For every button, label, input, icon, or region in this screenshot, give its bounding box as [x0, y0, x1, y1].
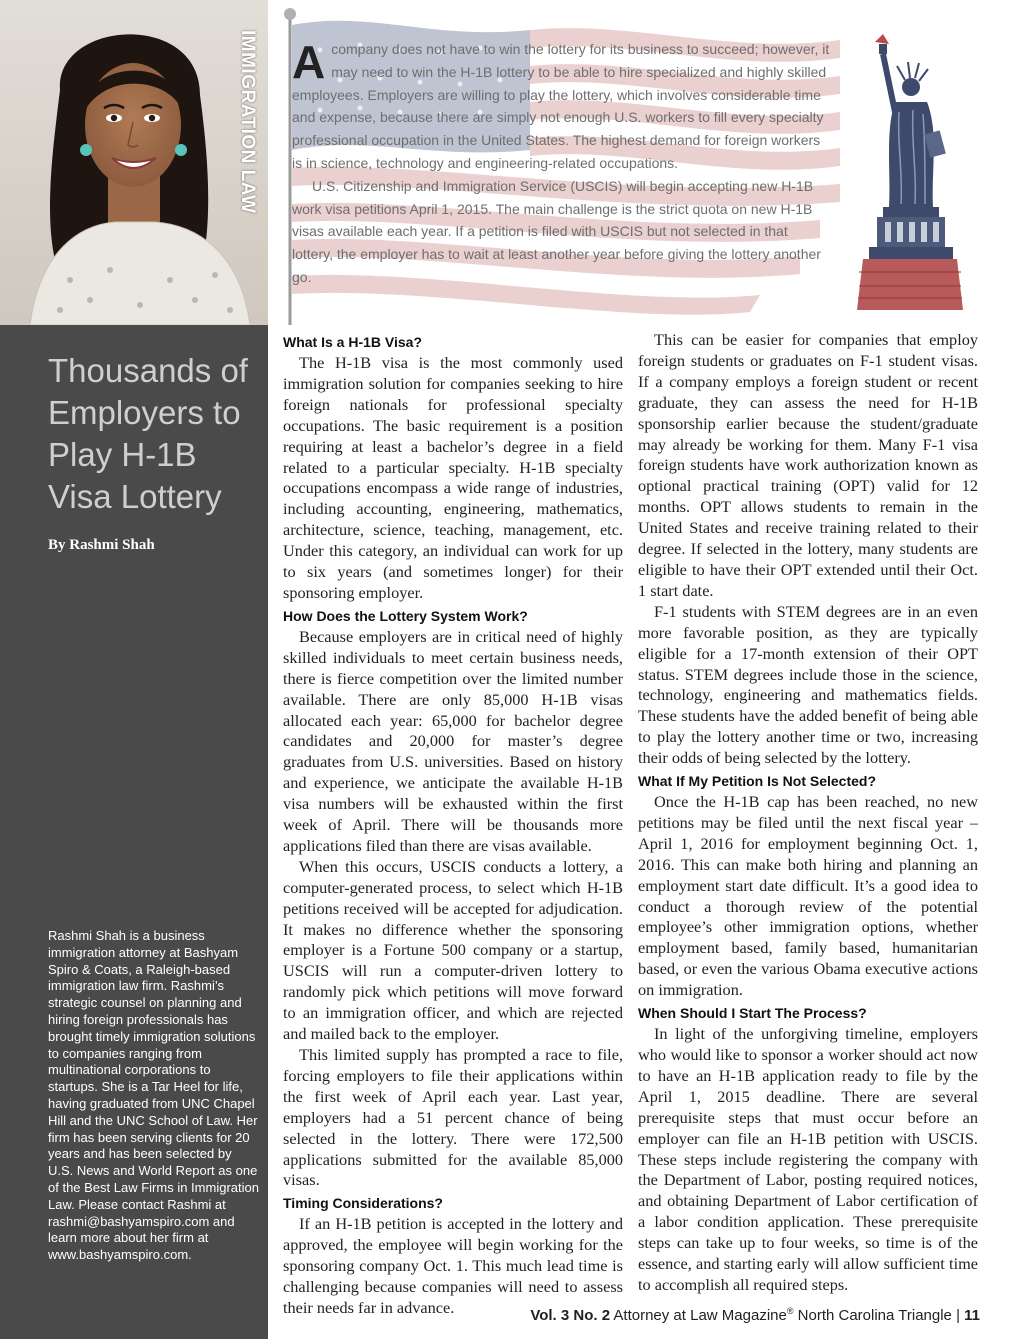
heading-lottery-system: How Does the Lottery System Work?: [283, 607, 528, 624]
article-column-2: [638, 330, 978, 1296]
paragraph: F-1 students with STEM degrees are in an even more favorable position, as they are typically eligible for a 17-month extension of their OPT status. STEM degrees include those in the science, technology, engineering and mathematics fields. These students have the added benefit of being able to play the lottery another time or two, increasing their odds of being selected by the lottery.: [638, 601, 978, 768]
heading-not-selected: What If My Petition Is Not Selected?: [638, 773, 877, 790]
byline: By Rashmi Shah: [48, 537, 155, 553]
statue-of-liberty-illustration: [855, 32, 965, 312]
intro-text: [292, 38, 832, 289]
paragraph: This can be easier for companies that employ foreign students or graduates on F-1 student visas. If a company employs a foreign student or recent graduate, they can assess the need for H-1B sponsorship earlier because the student/graduate may already be working for them. Many F-1 visa foreign students have work authorization known as optional practical training (OPT) valid for 12 months. OPT allows students to remain in the United States and receive training related to their degree. If selected in the lottery, many students are eligible to have their OPT extended until their Oct. 1 start date.: [638, 330, 978, 600]
paragraph: If an H-1B petition is accepted in the lottery and approved, the employee will begin working for the sponsoring company Oct. 1. This much lead time is challenging because companies will need to assess their needs far in advance.: [283, 1214, 623, 1317]
paragraph: This limited supply has prompted a race to file, forcing employers to file their applications within the first week of April each year. Last year, employers had a 51 percent chance of being selected in the lottery. There were 172,500 applications submitted for the available 85,000 visas.: [283, 1045, 623, 1190]
footer-magazine: Attorney at Law Magazine: [613, 1307, 787, 1324]
intro-section: [280, 0, 1024, 325]
page-footer: [530, 1306, 980, 1324]
section-label: [228, 30, 258, 250]
footer-volume: Vol. 3 No. 2: [530, 1307, 611, 1324]
intro-paragraph-2: U.S. Citizenship and Immigration Service (USCIS) will begin accepting new H-1B work visa petitions April 1, 2015. The main challenge is the strict quota on new H-1B visas available each year. If a petition is filed with USCIS but not selected in that lottery, the employer has to wait at least another year before giving the lottery another go.: [292, 177, 821, 285]
paragraph: Once the H-1B cap has been reached, no new petitions may be filed until the next fiscal year – April 1, 2016 for employment beginning Oct. 1, 2016. This can make both hiring and planning an employment start date difficult. It’s a good idea to conduct a thorough review of the potential employee’s other immigration options, whether employment based, family based, humanitarian based, or even the various Obama executive actions on immigration.: [638, 792, 978, 1000]
paragraph: When this occurs, USCIS conducts a lottery, a computer-generated process, to select which H-1B petitions received will be accepted for adjudication. It makes no difference whether the sponsoring employer is a Fortune 500 company or a startup, USCIS will run a computer-driven lottery to randomly pick which petitions will move forward to an immigration officer, and which are rejected and mailed back to the employer.: [283, 856, 623, 1044]
heading-start-process: When Should I Start The Process?: [638, 1005, 867, 1022]
drop-cap: A: [292, 36, 326, 88]
paragraph: In light of the unforgiving timeline, employers who would like to sponsor a worker should act now to have an H-1B application ready to file by the April 1, 2015 deadline. There are several prerequisite steps that must occur before an employer can file an H-1B petition with USCIS. These steps include registering the company with the Department of Labor, posting required notices, and obtaining Department of Labor certification of a labor condition application. These prerequisite steps can take up to four weeks, so time is of the essence, and starting early will allow sufficient time to accomplish all required steps.: [638, 1024, 978, 1294]
section-label-text: IMMIGRATION LAW: [237, 30, 258, 214]
article-column-1: [283, 330, 623, 1319]
page-number: 11: [964, 1307, 980, 1324]
sidebar: [0, 0, 268, 1339]
article-title: Thousands of Employers to Play H-1B Visa Lottery: [48, 352, 248, 515]
author-bio: Rashmi Shah is a business immigration attorney at Bashyam Spiro & Coats, a Raleigh-based immigration law firm. Rashmi’s strategic counsel on planning and hiring foreign professionals has brought timely immigration solutions to companies ranging from multinational corporations to startups. She is a Tar Heel for life, having graduated from UNC Chapel Hill and the UNC School of Law. Her firm has been serving clients for 20 years and has been selected by U.S. News and World Report as one of the Best Law Firms in Immigration Law. Please contact Rashmi at rashmi@bashyamspiro.com and learn more about her firm at www.bashyamspiro.com.: [48, 928, 259, 1263]
intro-paragraph-1: [292, 38, 832, 175]
heading-timing: Timing Considerations?: [283, 1195, 443, 1212]
footer-region: North Carolina Triangle |: [797, 1307, 960, 1324]
heading-what-is-h1b: What Is a H-1B Visa?: [283, 334, 423, 350]
intro-paragraph-1-text: company does not have to win the lottery for its business to succeed; however, it may need to win the H-1B lottery to be able to hire specialized and highly skilled employees. Employers are willing to play the lottery, which involves considerable time and expense, because there are simply not enough U.S. workers to fill every specialty professional occupation in the United States. The highest demand for foreign workers is in science, technology and engineering-related occupations.: [292, 41, 830, 171]
paragraph: The H-1B visa is the most commonly used immigration solution for companies seeking to hire foreign nationals for professional specialty occupations. The basic requirement is a position requiring at least a bachelor’s degree in a field related to a particular specialty. H-1B specialty occupations encompass a wide range of industries, including accounting, engineering, mathematics, architecture, science, teaching, management, etc. Under this category, an individual can work for up to six years (and sometimes longer) for their sponsoring employer.: [283, 353, 623, 602]
registered-mark: ®: [786, 1306, 794, 1316]
paragraph: Because employers are in critical need of highly skilled individuals to meet certain business needs, there is fierce competition over the limited number available. There are only 85,000 H-1B visas allocated each year: 65,000 for bachelor degree candidates and 20,000 for master’s degree graduates from U.S. universities. Based on history and experience, we anticipate the available H-1B visa numbers will be exhausted within the first week of April. There will be thousands more applications filed than there are visas available.: [283, 626, 623, 855]
